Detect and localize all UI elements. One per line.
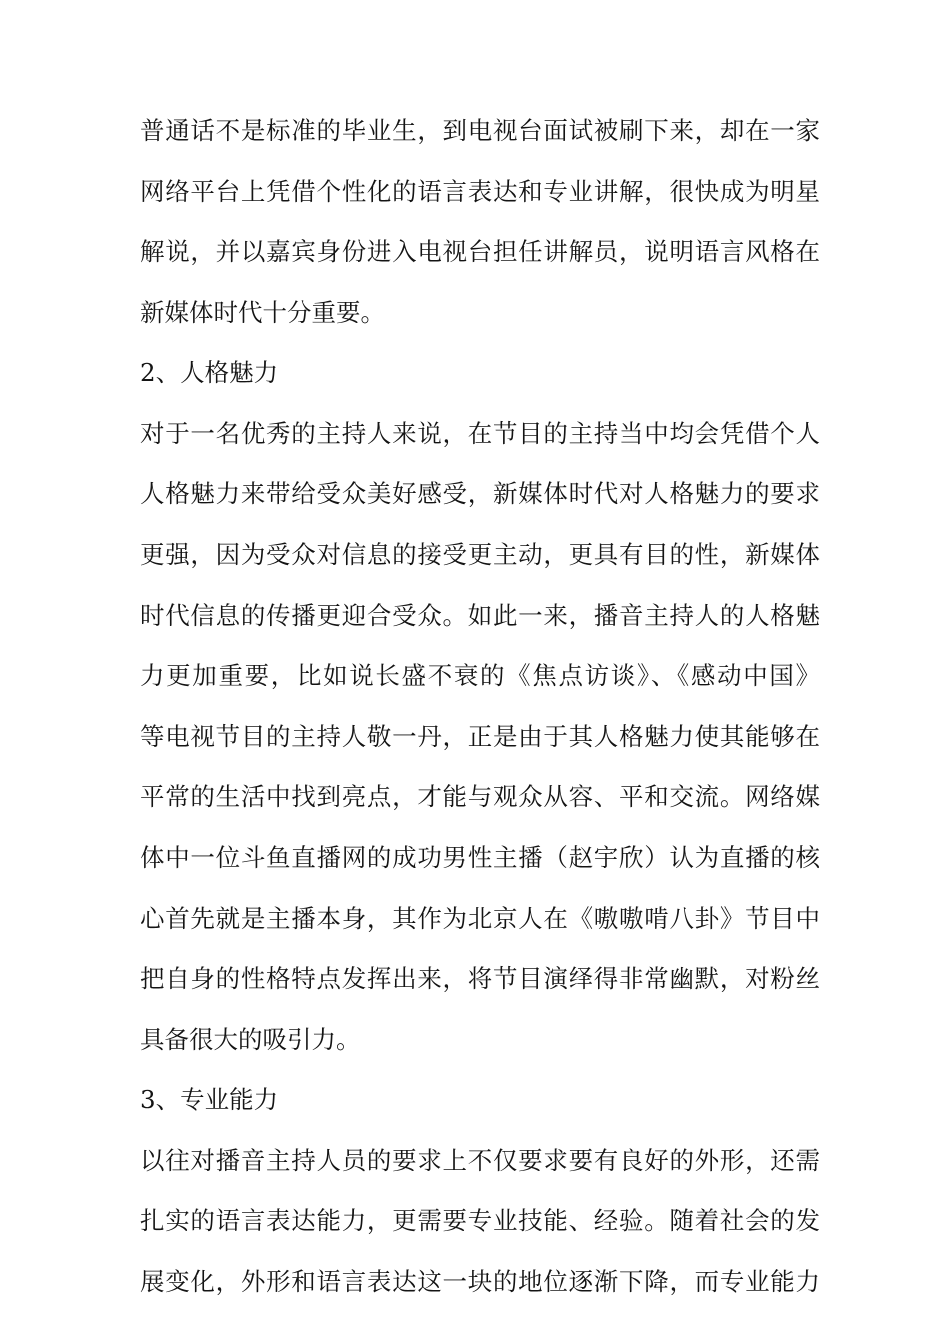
paragraph-line: 新媒体时代十分重要。 bbox=[140, 297, 385, 327]
paragraph-line: 扎实的语言表达能力，更需要专业技能、经验。随着社会的发 bbox=[140, 1206, 820, 1236]
paragraph-line: 网络平台上凭借个性化的语言表达和专业讲解，很快成为明星 bbox=[140, 176, 820, 206]
paragraph-line: 体中一位斗鱼直播网的成功男性主播（赵宇欣）认为直播的核 bbox=[140, 842, 820, 872]
paragraph-line: 人格魅力来带给受众美好感受，新媒体时代对人格魅力的要求 bbox=[140, 479, 820, 509]
paragraph-line: 力更加重要，比如说长盛不衰的《焦点访谈》、《感动中国》 bbox=[140, 661, 820, 691]
paragraph-line: 对于一名优秀的主持人来说，在节目的主持当中均会凭借个人 bbox=[140, 418, 820, 448]
paragraph-line: 等电视节目的主持人敬一丹，正是由于其人格魅力使其能够在 bbox=[140, 721, 820, 751]
paragraph-line: 把自身的性格特点发挥出来，将节目演绎得非常幽默，对粉丝 bbox=[140, 964, 820, 994]
paragraph-line: 以往对播音主持人员的要求上不仅要求要有良好的外形，还需 bbox=[140, 1145, 820, 1175]
section-heading-personality: 2、人格魅力 bbox=[140, 358, 279, 388]
paragraph-line: 更强，因为受众对信息的接受更主动，更具有目的性，新媒体 bbox=[140, 540, 820, 570]
paragraph-line: 解说，并以嘉宾身份进入电视台担任讲解员，说明语言风格在 bbox=[140, 237, 820, 267]
paragraph-line: 时代信息的传播更迎合受众。如此一来，播音主持人的人格魅 bbox=[140, 600, 820, 630]
paragraph-line: 普通话不是标准的毕业生，到电视台面试被刷下来，却在一家 bbox=[140, 116, 820, 145]
paragraph-line: 具备很大的吸引力。 bbox=[140, 1024, 361, 1054]
paragraph-line: 展变化，外形和语言表达这一块的地位逐渐下降，而专业能力 bbox=[140, 1266, 820, 1296]
paragraph-line: 心首先就是主播本身，其作为北京人在《嗷嗷啃八卦》节目中 bbox=[140, 903, 820, 933]
section-heading-professional: 3、专业能力 bbox=[140, 1085, 279, 1115]
body-text bbox=[140, 113, 820, 1325]
paragraph-line: 平常的生活中找到亮点，才能与观众从容、平和交流。网络媒 bbox=[140, 782, 820, 812]
